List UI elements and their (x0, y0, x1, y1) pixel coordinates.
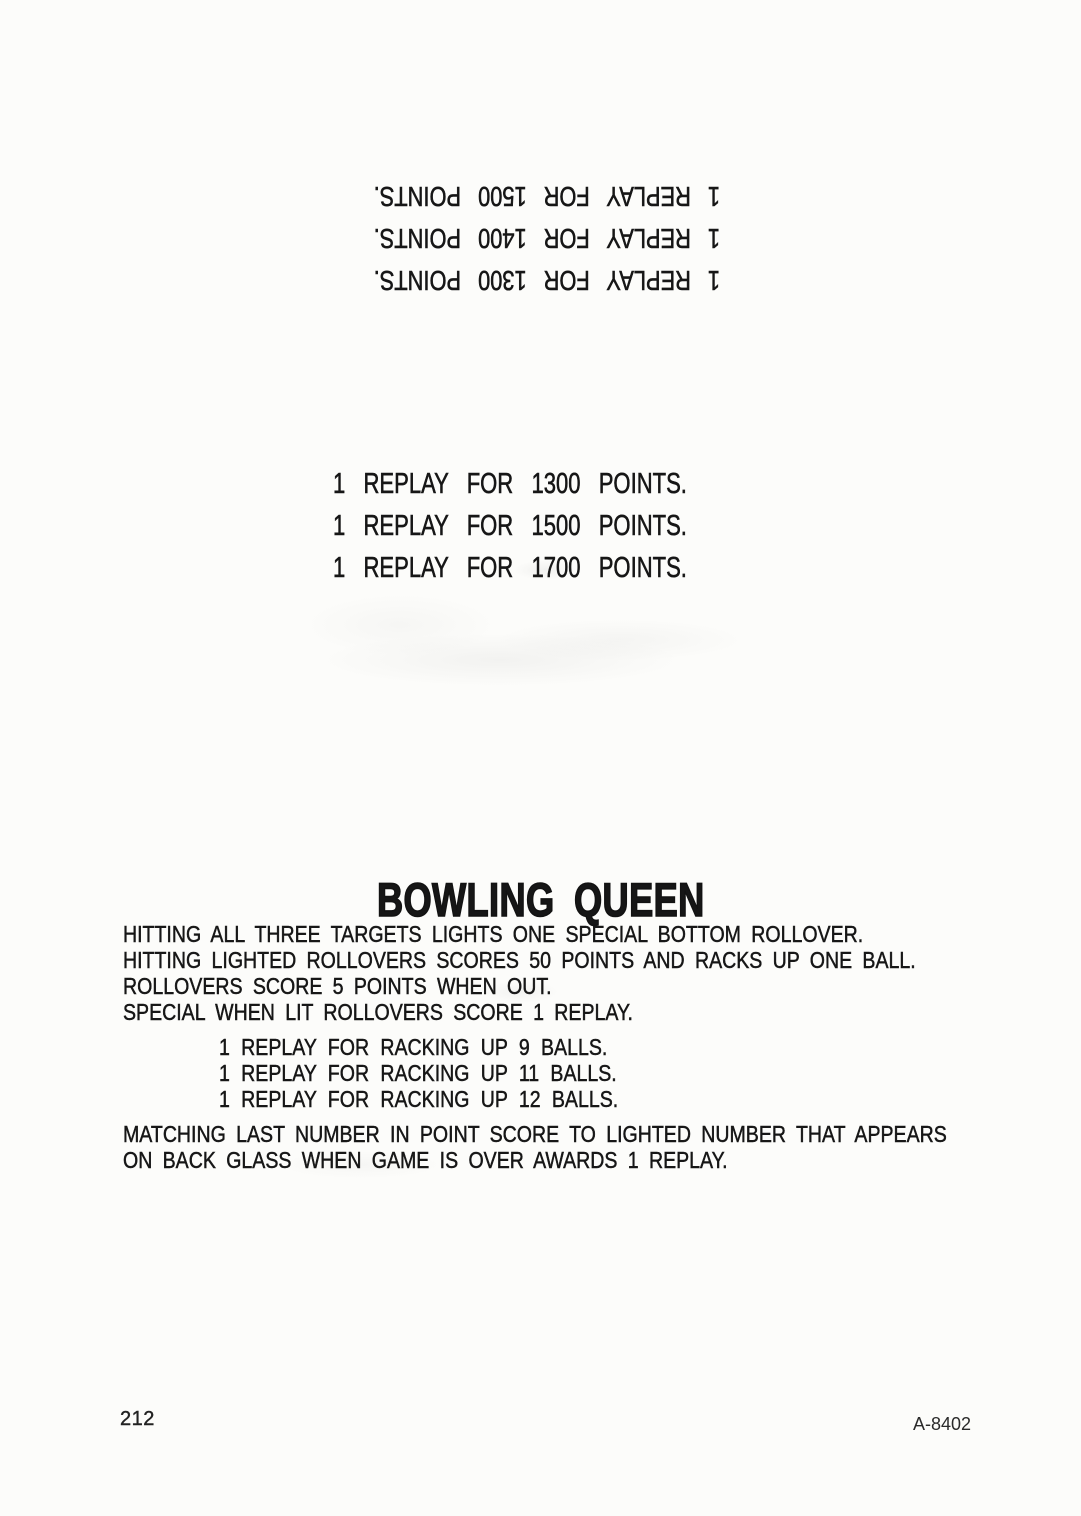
award-line: 1 REPLAY FOR RACKING UP 12 BALLS. (219, 1086, 619, 1112)
award-line: 1 REPLAY FOR RACKING UP 11 BALLS. (219, 1060, 617, 1086)
reverse-card-line: 1 REPLAY FOR 1300 POINTS. (373, 265, 720, 296)
award-line: 1 REPLAY FOR RACKING UP 9 BALLS. (219, 1034, 608, 1060)
match-line: MATCHING LAST NUMBER IN POINT SCORE TO LIGHTED NUMBER THAT APPEARS (123, 1121, 947, 1147)
document-code: A-8402 (913, 1414, 972, 1434)
reverse-card-line: 1 REPLAY FOR 1400 POINTS. (373, 223, 720, 254)
rule-line: HITTING LIGHTED ROLLOVERS SCORES 50 POINTS AND RACKS UP ONE BALL. (123, 947, 916, 973)
rule-line: ROLLOVERS SCORE 5 POINTS WHEN OUT. (123, 973, 552, 999)
reverse-replay-card (276, 175, 720, 301)
score-card-line: 1 REPLAY FOR 1700 POINTS. (333, 552, 687, 584)
rule-line: HITTING ALL THREE TARGETS LIGHTS ONE SPECIAL BOTTOM ROLLOVER. (123, 921, 864, 947)
match-rule-paragraph (123, 1121, 1081, 1173)
replay-score-card (333, 463, 799, 589)
rules-paragraph (123, 921, 1056, 1025)
match-line: ON BACK GLASS WHEN GAME IS OVER AWARDS 1 REPLAY. (123, 1147, 728, 1173)
score-card-line: 1 REPLAY FOR 1300 POINTS. (333, 468, 687, 500)
reverse-card-line: 1 REPLAY FOR 1500 POINTS. (373, 181, 720, 212)
page-number: 212 (120, 1408, 155, 1430)
rule-line: SPECIAL WHEN LIT ROLLOVERS SCORE 1 REPLAY. (123, 999, 633, 1025)
game-title-text: BOWLING QUEEN (376, 873, 705, 926)
game-title (0, 873, 1081, 926)
replay-awards-list (219, 1034, 689, 1112)
score-card-line: 1 REPLAY FOR 1500 POINTS. (333, 510, 687, 542)
